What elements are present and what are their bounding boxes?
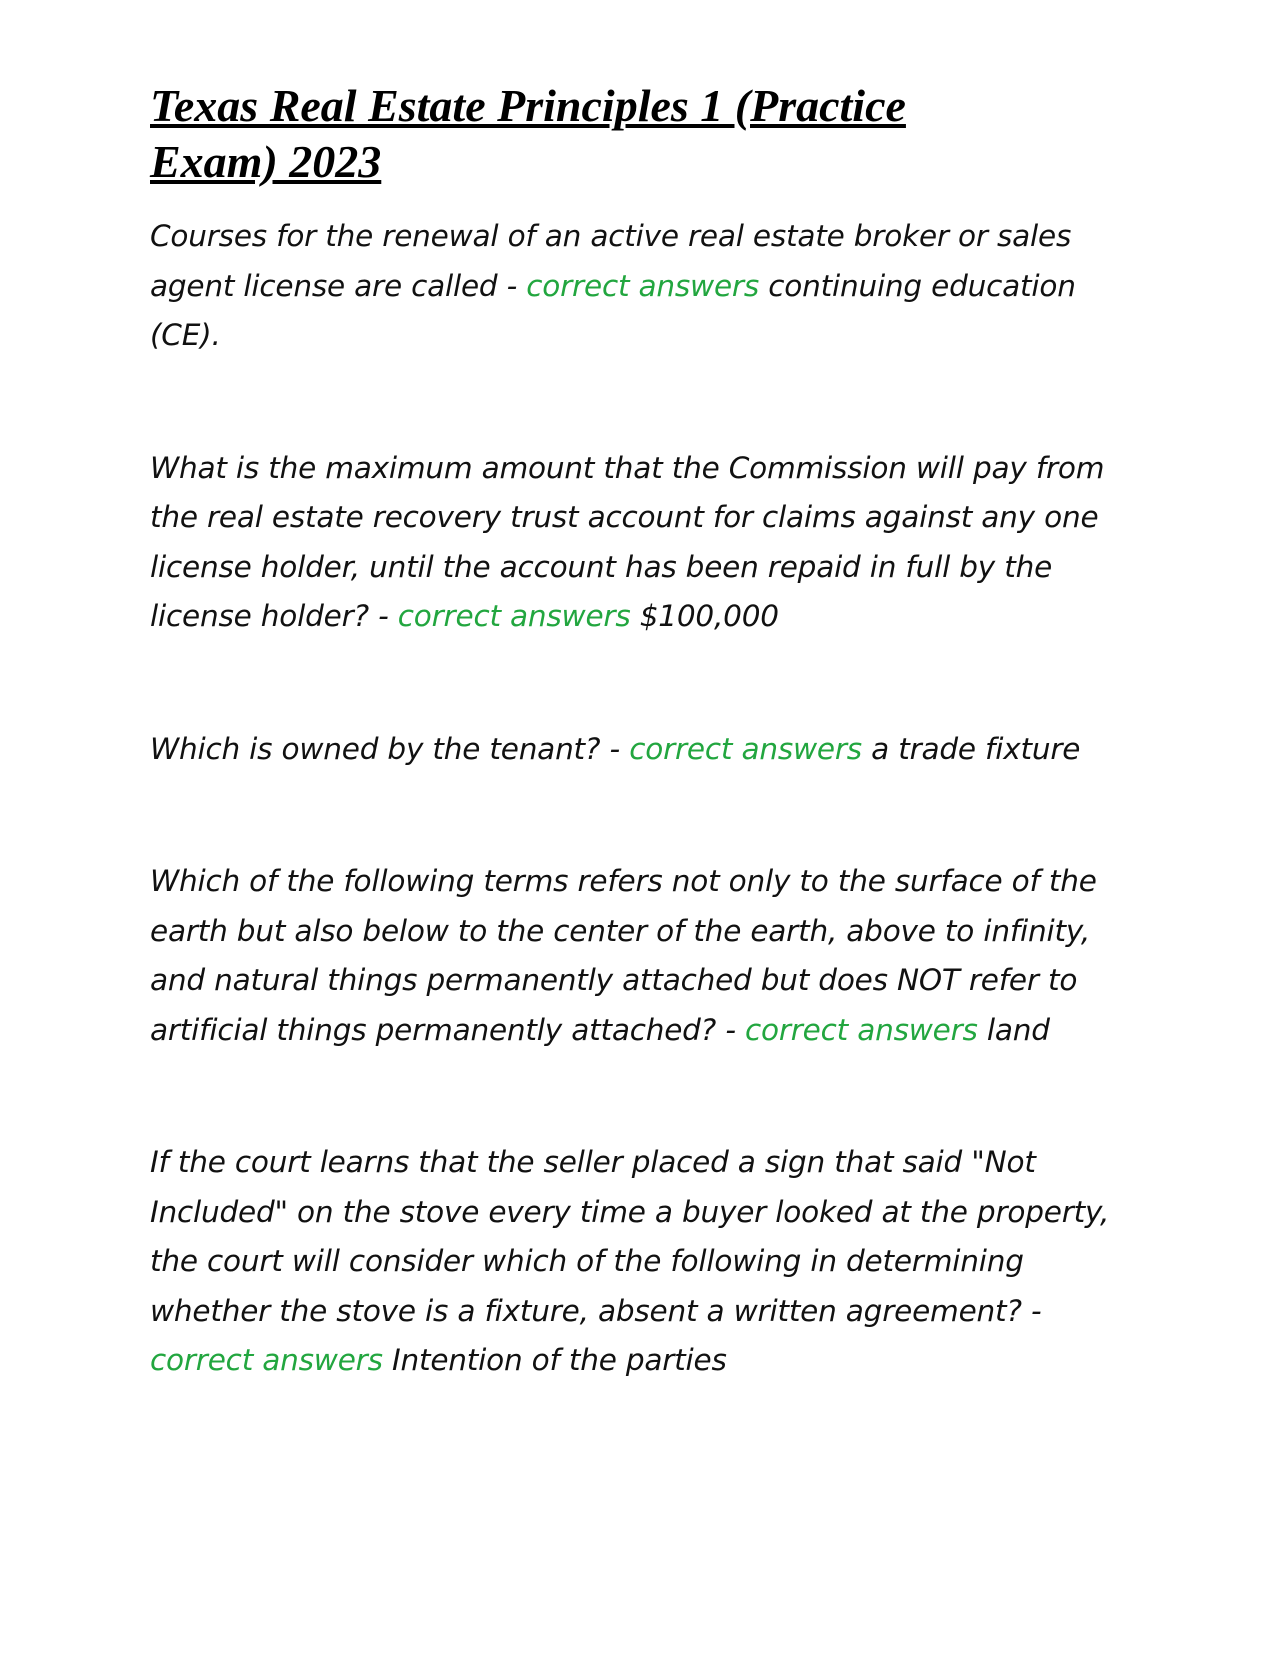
question-text: If the court learns that the seller placed a sign that said "Not Included" on the stove every time a buyer looked at the property, the court will consider which of the following in determining whether the stove is a fixture, absent a written agreement? -: [150, 1145, 1110, 1328]
qa-list: [150, 212, 1140, 1386]
answer-label: correct answers: [629, 731, 862, 766]
qa-item: [150, 1138, 1140, 1386]
document-page: [150, 78, 1140, 1469]
qa-item: [150, 725, 1140, 775]
answer-text: a trade fixture: [871, 731, 1081, 766]
qa-item: [150, 444, 1140, 642]
answer-text: $100,000: [639, 599, 779, 633]
answer-text: Intention of the parties: [391, 1343, 727, 1377]
answer-label: correct answers: [150, 1343, 383, 1377]
answer-text: land: [986, 1012, 1050, 1047]
question-text: Which of the following terms refers not only to the surface of the earth but also below to the center of the earth, above to infinity, and natural things permanently attached but does NOT refer to artificial things permanently attached? -: [150, 864, 1097, 1047]
qa-item: [150, 857, 1140, 1055]
answer-label: correct answers: [744, 1012, 978, 1047]
document-title: Texas Real Estate Principles 1 (Practice Exam) 2023: [150, 80, 906, 187]
question-text: What is the maximum amount that the Commission will pay from the real estate recovery trust account for claims against any one license holder, until the account has been repaid in full by the license holder? -: [150, 450, 1105, 633]
answer-label: correct answers: [397, 599, 631, 633]
answer-label: correct answers: [526, 268, 760, 303]
question-text: Courses for the renewal of an active real estate broker or sales agent license are called -: [150, 219, 1072, 303]
question-text: Which is owned by the tenant? -: [150, 731, 621, 766]
answer-text: continuing education (CE).: [150, 268, 1076, 352]
qa-item: [150, 212, 1140, 361]
